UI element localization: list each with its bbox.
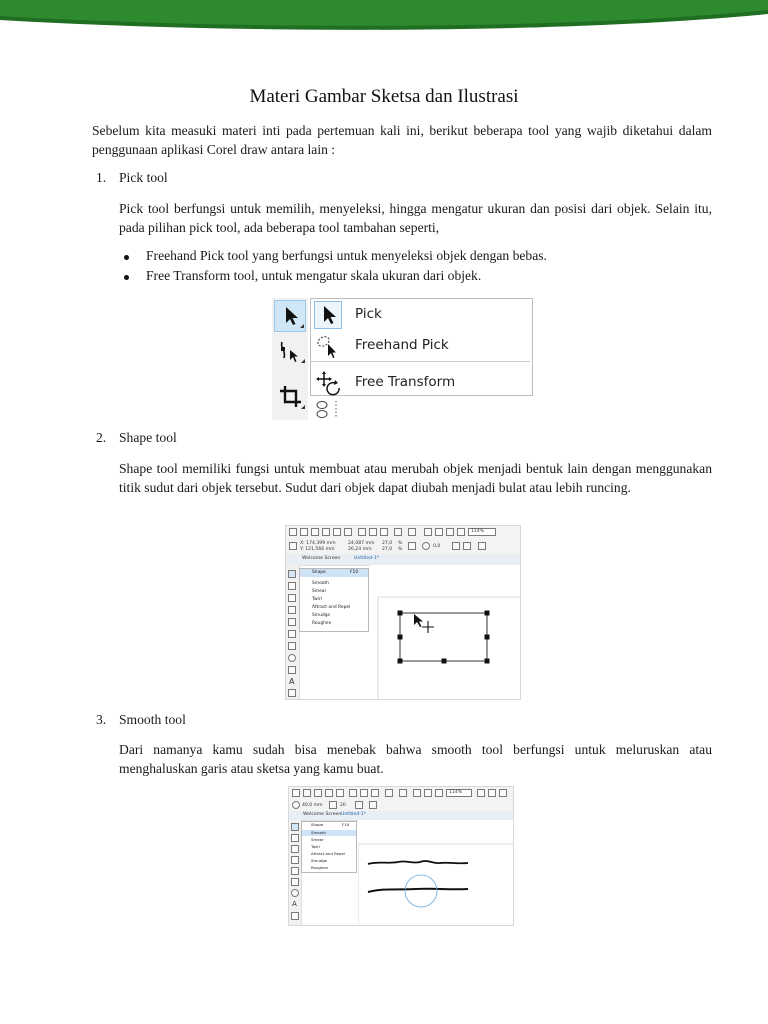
zoom-tool-icon[interactable] (288, 606, 296, 614)
line-tool-icon[interactable] (291, 912, 299, 920)
section-3-body: Dari namanya kamu sudah bisa menebak bahwa smooth tool berfungsi untuk meluruskan atau menghaluskan garis atau sketsa yang kamu buat. (119, 742, 712, 776)
bullet-text: Free Transform tool, untuk mengatur skala ukuran dari objek. (146, 268, 482, 283)
flyout-item[interactable]: Twirl (312, 597, 322, 602)
standard-toolbar (286, 526, 521, 540)
shape-tool-screenshot (285, 525, 521, 700)
cloud-icon (322, 528, 330, 536)
menu-item-label: Freehand Pick (355, 337, 449, 353)
flyout-item[interactable]: Roughen (311, 865, 329, 870)
pressure-icon (355, 801, 363, 809)
export-file-icon (435, 528, 443, 536)
snap-icon (477, 789, 485, 797)
nib-size-icon (292, 801, 300, 809)
flyout-item[interactable]: Smudge (311, 858, 328, 863)
lock-ratio-icon (408, 542, 416, 550)
toolbox (286, 565, 300, 700)
ellipse-tool-icon[interactable] (288, 654, 296, 662)
free-transform-icon (314, 369, 342, 397)
flyout-item[interactable]: Attract and Repel (312, 605, 351, 610)
shape-flyout (301, 821, 357, 873)
wrap-icon (478, 542, 486, 550)
section-1-number: 1. (96, 170, 107, 185)
menu-separator (310, 361, 530, 362)
rectangle-tool-icon[interactable] (288, 642, 296, 650)
artistic-media-icon[interactable] (288, 630, 296, 638)
menu-item-pick[interactable] (311, 299, 532, 329)
rotation-angle-value: 0,0 (433, 544, 441, 549)
x-position-value: X: 174,399 mm (300, 541, 336, 546)
cut-icon (358, 528, 366, 536)
text-tool-icon[interactable]: A (289, 677, 295, 686)
section-3-title: Smooth tool (119, 712, 186, 727)
zoom-tool-icon[interactable] (291, 856, 299, 864)
zoom-icon (457, 528, 465, 536)
cut-icon (349, 789, 357, 797)
tab-welcome-screen[interactable]: Welcome Screen (302, 556, 341, 561)
save-icon (311, 528, 319, 536)
rate-icon (329, 801, 337, 809)
pick-flyout-menu (310, 298, 533, 396)
tab-welcome-screen[interactable]: Welcome Screen (303, 812, 342, 817)
smooth-tool-screenshot (288, 786, 514, 926)
rotate-icon (422, 542, 430, 550)
flyout-item-shape[interactable]: Shape (311, 822, 324, 827)
width-value: 24,087 mm (348, 541, 375, 546)
flyout-item[interactable]: Roughen (312, 621, 332, 626)
mirror-h-icon (452, 542, 460, 550)
paste-icon (371, 789, 379, 797)
ellipse-tool-icon[interactable] (291, 889, 299, 897)
open-icon (300, 528, 308, 536)
nib-size-value: 40,0 mm (302, 803, 323, 808)
pick-tool-flyout-figure (272, 298, 534, 420)
pick-arrow-icon (275, 301, 305, 331)
line-tool-icon[interactable] (288, 689, 296, 697)
flyout-item-shape[interactable]: Shape (312, 570, 326, 575)
flyout-item[interactable]: Smudge (312, 613, 331, 618)
undo-icon (394, 528, 402, 536)
export-file-icon (424, 789, 432, 797)
header-wave-banner (0, 0, 768, 34)
menu-item-freehand-pick[interactable] (311, 330, 532, 360)
zoom-icon (435, 789, 443, 797)
rate-value: 20 (340, 803, 346, 808)
smooth-brush-cursor (405, 875, 437, 907)
cloud-icon (325, 789, 333, 797)
drawing-canvas[interactable] (358, 820, 514, 926)
shape-flyout (299, 568, 369, 632)
bullet-text: Freehand Pick tool yang berfungsi untuk menyeleksi objek dengan bebas. (146, 248, 547, 263)
new-doc-icon (292, 789, 300, 797)
section-1-title: Pick tool (119, 170, 168, 185)
freehand-pick-icon (314, 332, 342, 360)
scale-y-unit: % (398, 547, 403, 552)
undo-icon (385, 789, 393, 797)
scale-x-unit: % (398, 541, 403, 546)
redo-icon (408, 528, 416, 536)
tab-untitled[interactable]: Untitled-1* (341, 812, 367, 817)
flyout-shortcut: F10 (342, 822, 350, 827)
section-3-number: 3. (96, 712, 107, 727)
options-icon (488, 789, 496, 797)
import-icon (333, 528, 341, 536)
corners-icon (369, 801, 377, 809)
section-2-number: 2. (96, 430, 107, 445)
flyout-item[interactable]: Smear (311, 837, 324, 842)
shape-tool-icon (276, 338, 306, 366)
scale-y-value: 27,0 (382, 547, 393, 552)
paste-icon (380, 528, 388, 536)
flyout-item[interactable]: Twirl (311, 844, 320, 849)
pick-arrow-icon (314, 301, 342, 329)
import-file-icon (413, 789, 421, 797)
rough-sketch-line (368, 861, 468, 864)
print-icon (344, 528, 352, 536)
mirror-v-icon (463, 542, 471, 550)
tab-untitled[interactable]: Untitled-1* (354, 556, 380, 561)
polygon-tool-icon[interactable] (288, 666, 296, 674)
scale-x-value: 27,0 (382, 541, 393, 546)
copy-icon (369, 528, 377, 536)
crosshair-icon (422, 621, 434, 633)
menu-item-label: Free Transform (355, 374, 456, 390)
smooth-tool-icon[interactable] (291, 823, 299, 831)
crop-tool-icon[interactable] (288, 594, 296, 602)
document-title: Materi Gambar Sketsa dan Ilustrasi (249, 86, 519, 107)
pick-tool-button (274, 300, 306, 332)
import-file-icon (424, 528, 432, 536)
shape-cursor-icon (414, 614, 423, 627)
flyout-item[interactable]: Smear (312, 589, 327, 594)
redo-icon (399, 789, 407, 797)
height-value: 26,24 mm (348, 547, 372, 552)
drawing-canvas[interactable] (370, 565, 520, 699)
pick-tool-icon[interactable] (288, 582, 296, 590)
menu-item-free-transform[interactable] (311, 367, 532, 397)
pick-tool-icon[interactable] (291, 834, 299, 842)
open-icon (303, 789, 311, 797)
section-1-body: Pick tool berfungsi untuk memilih, menyeleksi, hingga mengatur ukuran dan posisi dari objek. Selain itu, pada pilihan pick tool, ada beberapa tool tambahan seperti, (119, 201, 712, 235)
smoothed-sketch-line (368, 889, 468, 892)
flyout-shortcut: F10 (350, 570, 359, 575)
freehand-tool-icon[interactable] (288, 618, 296, 626)
section-2-title: Shape tool (119, 430, 177, 445)
toolbox-strip (272, 298, 308, 420)
intro-paragraph: Sebelum kita measuki materi inti pada pertemuan kali ini, berikut beberapa tool yang wajib diketahui dalam penggunaan aplikasi Corel draw antara lain : (92, 123, 712, 157)
import-icon (336, 789, 344, 797)
pdf-icon (446, 528, 454, 536)
crop-tool-icon (276, 382, 306, 412)
ellipse-tool-icon (312, 397, 342, 419)
flyout-item[interactable]: Smooth (312, 581, 329, 586)
rectangle-tool-icon[interactable] (291, 878, 299, 886)
y-position-value: Y: 121,566 mm (300, 547, 335, 552)
crop-tool-icon[interactable] (291, 845, 299, 853)
shape-tool-icon[interactable] (288, 570, 296, 578)
zoom-level-value: 114% (471, 529, 485, 534)
text-tool-icon[interactable]: A (292, 900, 297, 908)
flyout-item[interactable]: Attract and Repel (311, 851, 345, 856)
zoom-level-value: 114% (449, 790, 463, 795)
selected-rectangle (400, 613, 487, 661)
property-bar (286, 539, 521, 555)
freehand-tool-icon[interactable] (291, 867, 299, 875)
copy-icon (360, 789, 368, 797)
flyout-item[interactable]: Smooth (311, 830, 327, 835)
menu-item-label: Pick (355, 306, 382, 322)
launch-icon (499, 789, 507, 797)
section-2-body: Shape tool memiliki fungsi untuk membuat atau merubah objek menjadi bentuk lain dengan menggunakan titik sudut dari objek tersebut. Sudut dari objek dapat diubah menjadi bulat atau lebih runcing. (119, 461, 712, 495)
new-doc-icon (289, 528, 297, 536)
bullet-dot (124, 255, 129, 260)
save-icon (314, 789, 322, 797)
object-origin-icon (289, 542, 297, 550)
bullet-dot (124, 275, 129, 280)
